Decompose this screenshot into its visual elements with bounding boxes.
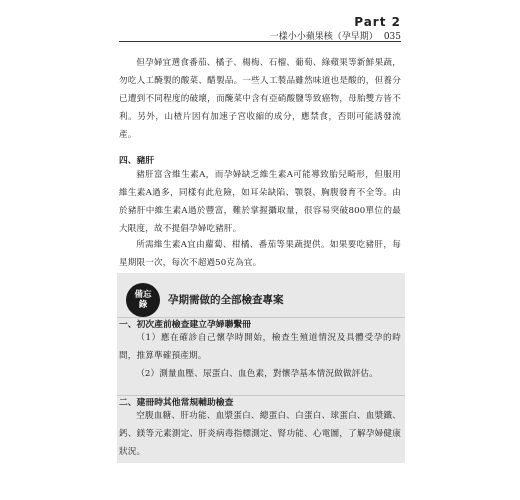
memo-title: 孕期需做的全部檢查專案 — [168, 294, 284, 306]
part-label: Part 2 — [354, 15, 401, 29]
memo-section-heading-2: 二、建冊時其他常規輔助檢查 — [119, 398, 234, 408]
memo-item-3: 空腹血糖、肝功能、血漿蛋白、總蛋白、白蛋白、球蛋白、血漿鐵、鈣、鎂等元素測定、肝炎病毒指標測定、腎功能、心電圖，了解孕婦健康狀況。 — [119, 411, 401, 457]
page-number: 035 — [383, 32, 401, 42]
memo-section-heading-1: 一、初次產前檢查建立孕婦聯繫冊 — [119, 320, 251, 330]
memo-item-1: （1）應在確診自己懷孕時開始，檢查生殖道情況及具體受孕的時間，推算準確預產期。 — [119, 333, 401, 361]
memo-badge — [126, 283, 160, 317]
body-paragraph-2: 豬肝富含維生素A，而孕婦缺乏維生素A可能導致胎兒畸形，但服用維生素A過多，同樣有此危險，如耳朵缺陷、顎裂、胸腹發育不全等。由於豬肝中維生素A過於豐富，難於掌握攝取量，很容易突破800單位的最大限度，故不提倡孕婦吃豬肝。 — [119, 170, 401, 234]
section-heading-pork-liver: 四、豬肝 — [119, 156, 155, 166]
body-paragraph-1: 但孕婦宜選食番茄、橘子、楊梅、石榴、葡萄、綠蘋果等新鮮果蔬，勿吃人工醃製的酸菜、醋製品。一些人工製品雖然味道也是酸的，但養分已遭到不同程度的破壞，而醃菜中含有亞硝酸鹽等致癌物，母胎雙方皆不利。另外，山楂片因有加速子宮收縮的成分，應禁食，否則可能誘發流產。 — [119, 58, 401, 140]
memo-badge-line-1: 備忘 — [134, 290, 152, 300]
chapter-title: 一樣小小蘋果核（孕早期） — [269, 32, 378, 42]
memo-badge-line-2: 錄 — [138, 300, 148, 310]
header-rule — [119, 41, 401, 42]
memo-item-2: （2）測量血壓、尿蛋白、血色素，對懷孕基本情況做做評估。 — [136, 369, 378, 379]
body-paragraph-3: 所需維生素A宜由蘿蔔、柑橘、番茄等果蔬提供。如果要吃豬肝，每星期限一次，每次不超過50克為宜。 — [119, 240, 401, 268]
